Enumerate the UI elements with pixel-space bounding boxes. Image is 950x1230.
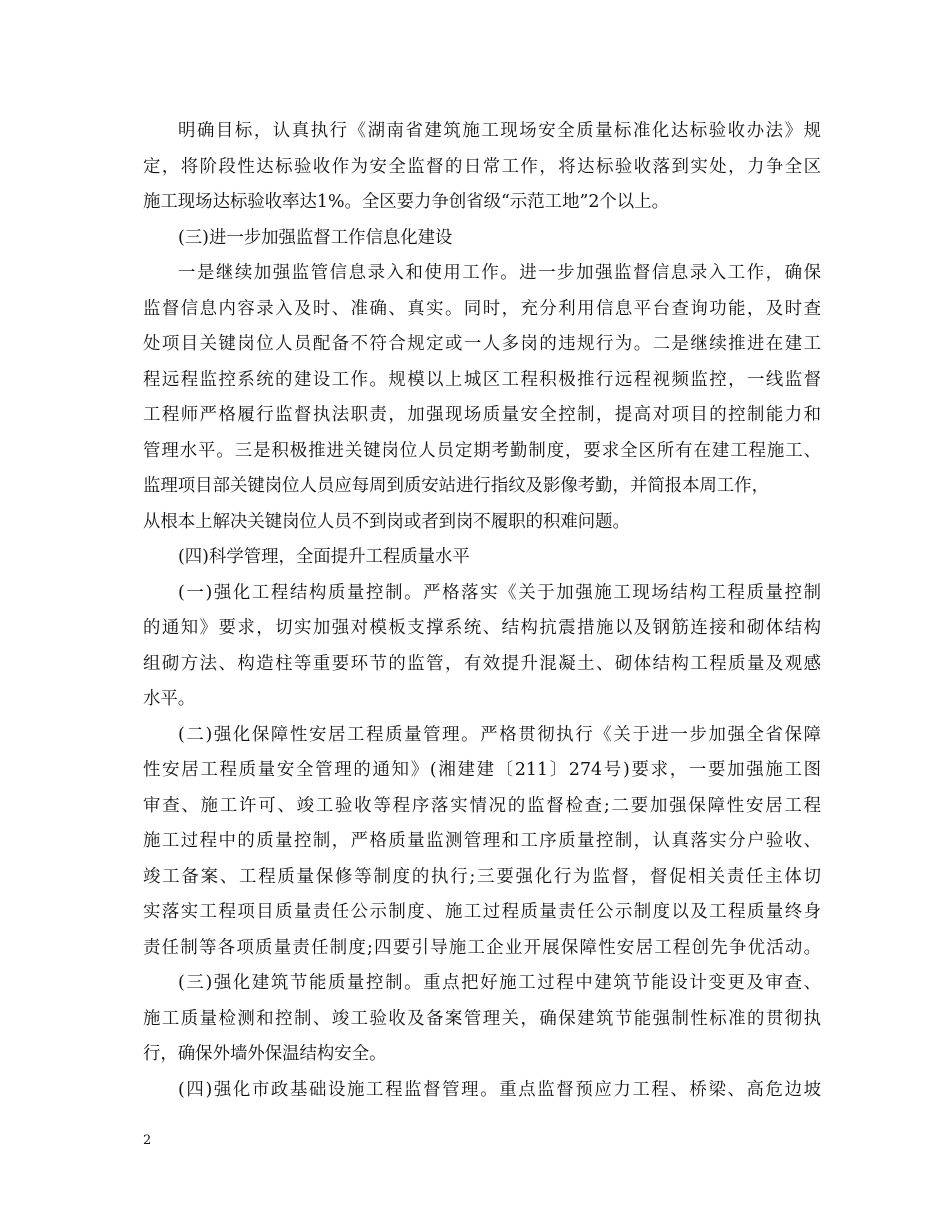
paragraph-line: 处项目关键岗位人员配备不符合规定或一人多岗的违规行为。二是继续推进在建工 [143,334,821,354]
paragraph-line: 责任制等各项质量责任制度;四要引导施工企业开展保障性安居工程创先争优活动。 [143,937,821,958]
paragraph-line: (三)强化建筑节能质量控制。重点把好施工过程中建筑节能设计变更及审查、 [178,973,821,993]
paragraph-line: 审查、施工许可、竣工验收等程序落实情况的监督检查;二要加强保障性安居工程 [143,795,821,816]
paragraph-line: 程远程监控系统的建设工作。规模以上城区工程积极推行远程视频监控，一线监督 [143,369,821,390]
paragraph-line: 行，确保外墙外保温结构安全。 [143,1044,387,1064]
paragraph-line: 施工过程中的质量控制，严格质量监测管理和工序质量控制，认真落实分户验收、 [143,831,821,851]
paragraph-line: 工程师严格履行监督执法职责，加强现场质量安全控制，提高对项目的控制能力和 [143,405,821,425]
paragraph-line: 从根本上解决关键岗位人员不到岗或者到岗不履职的积难问题。 [143,511,630,532]
paragraph-line: (二)强化保障性安居工程质量管理。严格贯彻执行《关于进一步加强全省保障 [178,724,821,745]
section-heading: (三)进一步加强监督工作信息化建设 [178,227,453,248]
paragraph-line: 性安居工程质量安全管理的通知》(湘建建〔211〕274号)要求，一要加强施工图 [143,760,821,780]
paragraph-line: 施工质量检测和控制、竣工验收及备案管理关，确保建筑节能强制性标准的贯彻执 [143,1008,821,1029]
paragraph-line: 定，将阶段性达标验收作为安全监督的日常工作，将达标验收落到实处，力争全区 [143,156,821,177]
paragraph-line: (四)强化市政基础设施工程监督管理。重点监督预应力工程、桥梁、高危边坡 [178,1079,821,1100]
paragraph-line: 一是继续加强监管信息录入和使用工作。进一步加强监督信息录入工作，确保 [178,263,821,283]
paragraph-line: 管理水平。三是积极推进关键岗位人员定期考勤制度，要求全区所有在建工程施工、 [143,440,821,461]
paragraph-line: (一)强化工程结构质量控制。严格落实《关于加强施工现场结构工程质量控制 [178,582,821,603]
paragraph-line: 竣工备案、工程质量保修等制度的执行;三要强化行为监督，督促相关责任主体切 [143,866,821,887]
page-number: 2 [143,1133,152,1148]
paragraph-line: 施工现场达标验收率达1%。全区要力争创省级“示范工地”2个以上。 [143,192,669,212]
paragraph-line: 组砌方法、构造柱等重要环节的监管，有效提升混凝土、砌体结构工程质量及观感 [143,653,821,674]
paragraph-line: 监理项目部关键岗位人员应每周到质安站进行指纹及影像考勤，并简报本周工作， [143,476,770,496]
document-body [143,114,821,1108]
paragraph-line: 实落实工程项目质量责任公示制度、施工过程质量责任公示制度以及工程质量终身 [143,902,821,922]
paragraph-line: 的通知》要求，切实加强对模板支撑系统、结构抗震措施以及钢筋连接和砌体结构 [143,618,821,638]
paragraph-line: 监督信息内容录入及时、准确、真实。同时，充分利用信息平台查询功能，及时查 [143,298,821,319]
paragraph-line: 明确目标，认真执行《湖南省建筑施工现场安全质量标准化达标验收办法》规 [178,121,821,141]
paragraph-line: 水平。 [143,689,196,709]
section-heading: (四)科学管理，全面提升工程质量水平 [178,547,470,567]
